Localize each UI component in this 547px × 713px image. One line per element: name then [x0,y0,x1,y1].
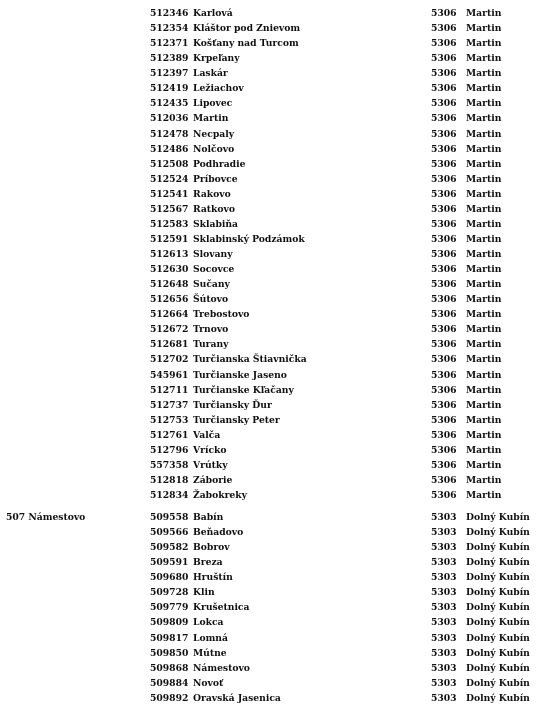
municipality-name: Ležiachov [193,83,244,95]
table-row [0,81,547,96]
district-name: Dolný Kubín [466,572,530,584]
municipality-code: 512397 [150,68,189,80]
district-name: Martin [466,309,502,321]
district-name: Dolný Kubín [466,617,530,629]
municipality-name: Trnovo [193,324,229,336]
district-name: Dolný Kubín [466,527,530,539]
district-name: Dolný Kubín [466,557,530,569]
district-code: 5306 [431,324,457,336]
district-code: 5306 [431,490,457,501]
district-name: Dolný Kubín [466,647,530,659]
district-name: Martin [466,203,502,215]
district-code: 5303 [431,587,457,599]
table-row [0,600,547,615]
district-code: 5303 [431,602,457,614]
district-code: 5306 [431,264,457,276]
municipality-code: 509868 [150,662,189,674]
municipality-code: 512371 [150,38,189,50]
municipality-code: 512389 [150,53,189,65]
district-name: Dolný Kubín [466,632,530,644]
municipality-name: Babín [193,512,224,523]
municipality-code: 512591 [150,233,189,245]
table-row [0,172,547,187]
municipality-name: Podhradie [193,158,246,170]
district-code: 5306 [431,83,457,95]
municipality-code: 512435 [150,98,189,110]
district-name: Dolný Kubín [466,692,530,704]
municipality-code: 509591 [150,557,189,569]
municipality-code: 512753 [150,414,189,426]
table-row [0,337,547,352]
municipality-code: 545961 [150,369,189,381]
municipality-name: Sklabiňa [193,218,238,230]
district-name: Martin [466,23,502,35]
table-row [0,510,547,525]
municipality-code: 509892 [150,692,189,704]
district-code: 5306 [431,309,457,321]
table-row [0,36,547,51]
municipality-code: 512648 [150,279,189,291]
district-name: Martin [466,354,502,366]
municipality-name: Necpaly [193,128,235,140]
district-name: Martin [466,414,502,426]
municipality-name: Príbovce [193,173,238,185]
table-row [0,127,547,142]
district-name: Martin [466,173,502,185]
municipality-code: 512346 [150,8,189,19]
municipality-name: Karlová [193,8,233,19]
municipality-name: Valča [193,429,221,441]
table-row [0,473,547,488]
district-label: 507 Námestovo [6,512,86,523]
municipality-code: 512818 [150,474,189,486]
district-code: 5303 [431,527,457,539]
municipality-code: 512702 [150,354,189,366]
table-row [0,247,547,262]
table-row [0,570,547,585]
municipality-code: 509850 [150,647,189,659]
table-row [0,398,547,413]
municipality-name: Košťany nad Turcom [193,38,299,50]
municipality-name: Hruštín [193,572,233,584]
table-row [0,322,547,337]
district-name: Martin [466,399,502,411]
table-row [0,488,547,503]
municipality-name: Vrícko [193,444,227,456]
municipality-name: Nolčovo [193,143,235,155]
table-row [0,368,547,383]
district-name: Martin [466,53,502,65]
table-row [0,428,547,443]
municipality-name: Oravská Jasenica [193,692,281,704]
municipality-name: Záborie [193,474,233,486]
municipality-name: Turčiansky Ďur [193,399,272,411]
municipality-name: Socovce [193,264,235,276]
table-row [0,66,547,81]
table-row [0,458,547,473]
municipality-name: Trebostovo [193,309,250,321]
municipality-code: 557358 [150,459,189,471]
district-name: Martin [466,98,502,110]
district-code: 5303 [431,617,457,629]
table-row [0,525,547,540]
district-code: 5306 [431,369,457,381]
municipality-code: 509566 [150,527,189,539]
municipality-name: Mútne [193,647,227,659]
municipality-code: 512583 [150,218,189,230]
table-row [0,51,547,66]
district-code: 5306 [431,113,457,125]
municipality-name: Beňadovo [193,527,244,539]
table-row [0,661,547,676]
table-row [0,540,547,555]
municipality-name: Šútovo [193,294,229,306]
table-row [0,232,547,247]
table-row [0,142,547,157]
municipality-name: Novoť [193,677,224,689]
district-name: Martin [466,218,502,230]
district-name: Martin [466,474,502,486]
district-code: 5303 [431,647,457,659]
district-name: Martin [466,384,502,396]
district-name: Martin [466,490,502,501]
district-code: 5303 [431,677,457,689]
table-row [0,111,547,126]
district-name: Dolný Kubín [466,542,530,554]
municipality-code: 512834 [150,490,189,501]
municipality-code: 512541 [150,188,189,200]
municipality-code: 512567 [150,203,189,215]
district-code: 5303 [431,662,457,674]
district-code: 5303 [431,542,457,554]
municipality-name: Martin [193,113,229,125]
municipality-code: 509728 [150,587,189,599]
district-code: 5306 [431,143,457,155]
municipality-code: 512681 [150,339,189,351]
district-name: Martin [466,128,502,140]
municipality-code: 512419 [150,83,189,95]
municipality-name: Turčianska Štiavnička [193,354,307,366]
district-name: Dolný Kubín [466,512,530,523]
district-name: Martin [466,429,502,441]
municipality-name: Turany [193,339,229,351]
municipality-name: Krpeľany [193,53,240,65]
district-name: Martin [466,279,502,291]
municipality-name: Lipovec [193,98,233,110]
municipality-name: Sklabinský Podzámok [193,233,305,245]
municipality-code: 512711 [150,384,189,396]
district-name: Martin [466,8,502,19]
municipality-code: 509884 [150,677,189,689]
district-name: Martin [466,459,502,471]
table-row [0,676,547,691]
district-code: 5306 [431,474,457,486]
district-code: 5306 [431,53,457,65]
district-name: Martin [466,339,502,351]
municipality-code: 509680 [150,572,189,584]
municipality-code: 512486 [150,143,189,155]
municipality-name: Slovany [193,249,233,260]
municipality-name: Vrútky [193,459,228,471]
district-code: 5306 [431,354,457,366]
district-code: 5303 [431,632,457,644]
municipality-name: Lomná [193,632,228,644]
district-code: 5303 [431,572,457,584]
district-code: 5306 [431,38,457,50]
municipality-name: Rakovo [193,188,231,200]
district-code: 5306 [431,429,457,441]
municipality-list-namestovo [0,510,547,706]
district-code: 5306 [431,8,457,19]
municipality-code: 512508 [150,158,189,170]
district-code: 5306 [431,233,457,245]
district-name: Martin [466,143,502,155]
district-code: 5306 [431,249,457,260]
district-name: Dolný Kubín [466,602,530,614]
municipality-name: Žabokreky [193,490,247,501]
district-name: Dolný Kubín [466,662,530,674]
municipality-code: 509582 [150,542,189,554]
municipality-code: 509779 [150,602,189,614]
municipality-code: 512672 [150,324,189,336]
district-code: 5306 [431,399,457,411]
district-name: Martin [466,158,502,170]
table-row [0,202,547,217]
district-name: Martin [466,444,502,456]
municipality-name: Laskár [193,68,228,80]
district-code: 5303 [431,692,457,704]
municipality-code: 509817 [150,632,189,644]
table-row [0,6,547,21]
table-row [0,352,547,367]
table-row [0,615,547,630]
district-name: Martin [466,264,502,276]
municipality-code: 509558 [150,512,189,523]
district-name: Martin [466,83,502,95]
municipality-code: 509809 [150,617,189,629]
district-name: Martin [466,369,502,381]
district-code: 5306 [431,203,457,215]
table-row [0,631,547,646]
municipality-name: Kláštor pod Znievom [193,23,301,35]
table-row [0,413,547,428]
district-name: Dolný Kubín [466,677,530,689]
table-row [0,262,547,277]
table-row [0,157,547,172]
municipality-name: Krušetnica [193,602,250,614]
table-row [0,383,547,398]
municipality-name: Lokca [193,617,224,629]
district-name: Martin [466,294,502,306]
table-row [0,691,547,706]
district-code: 5303 [431,512,457,523]
table-row [0,585,547,600]
district-name: Martin [466,68,502,80]
municipality-name: Breza [193,557,223,569]
table-row [0,217,547,232]
table-row [0,646,547,661]
table-row [0,555,547,570]
district-code: 5306 [431,128,457,140]
municipality-code: 512664 [150,309,189,321]
table-row [0,277,547,292]
municipality-name: Sučany [193,279,230,291]
district-code: 5306 [431,218,457,230]
district-code: 5306 [431,98,457,110]
district-name: Martin [466,324,502,336]
municipality-list-martin [0,6,547,503]
municipality-code: 512796 [150,444,189,456]
district-code: 5306 [431,158,457,170]
district-name: Martin [466,188,502,200]
municipality-code: 512036 [150,113,189,125]
municipality-name: Bobrov [193,542,230,554]
municipality-code: 512613 [150,249,189,260]
municipality-code: 512737 [150,399,189,411]
district-code: 5303 [431,557,457,569]
municipality-name: Klin [193,587,215,599]
municipality-code: 512524 [150,173,189,185]
district-code: 5306 [431,294,457,306]
district-name: Martin [466,38,502,50]
table-row [0,443,547,458]
district-code: 5306 [431,173,457,185]
municipality-name: Turčiansky Peter [193,414,280,426]
district-code: 5306 [431,414,457,426]
district-name: Martin [466,233,502,245]
table-row [0,96,547,111]
district-name: Martin [466,249,502,260]
district-code: 5306 [431,459,457,471]
municipality-code: 512761 [150,429,189,441]
table-row [0,307,547,322]
municipality-code: 512478 [150,128,189,140]
district-code: 5306 [431,279,457,291]
district-code: 5306 [431,444,457,456]
municipality-name: Ratkovo [193,203,236,215]
table-row [0,187,547,202]
municipality-name: Turčianske Jaseno [193,369,287,381]
district-name: Martin [466,113,502,125]
municipality-code: 512630 [150,264,189,276]
municipality-name: Námestovo [193,662,250,674]
municipality-code: 512354 [150,23,189,35]
table-row [0,292,547,307]
district-code: 5306 [431,339,457,351]
table-row [0,21,547,36]
district-code: 5306 [431,68,457,80]
district-code: 5306 [431,188,457,200]
district-code: 5306 [431,23,457,35]
municipality-name: Turčianske Kľačany [193,384,294,396]
district-code: 5306 [431,384,457,396]
municipality-code: 512656 [150,294,189,306]
district-name: Dolný Kubín [466,587,530,599]
